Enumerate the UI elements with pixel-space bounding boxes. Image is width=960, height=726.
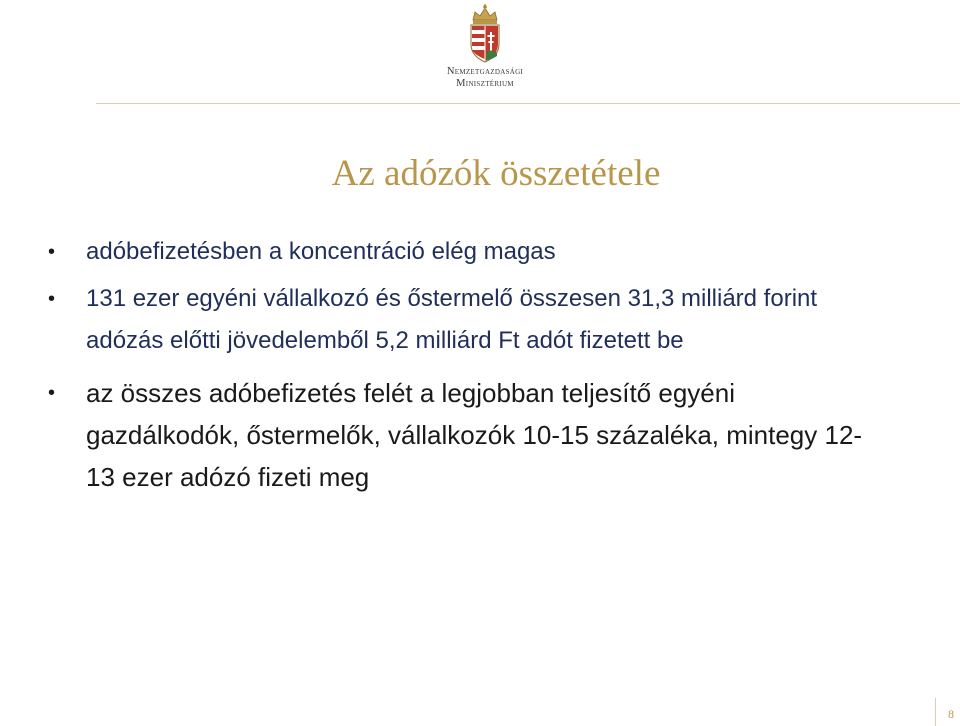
bullet-text: adóbefizetésben a koncentráció elég magas [86, 238, 556, 265]
bullet-dot-icon: • [48, 241, 56, 263]
bullet-dot-icon: • [48, 382, 56, 404]
bullet-list [44, 232, 884, 498]
slide-title: Az adózók összetétele [331, 153, 661, 194]
bullet-dot-icon: • [48, 288, 56, 310]
ministry-name-line2: Minisztérium [456, 78, 514, 89]
bullet-text: az összes adóbefizetés felét a legjobban teljesítő egyéni gazdálkodók, őstermelők, vállalkozók 10-15 százaléka, mintegy 12-13 ezer adózó fizeti meg [86, 378, 863, 492]
bullet-item [44, 232, 884, 272]
bullet-text: 131 ezer egyéni vállalkozó és őstermelő összesen 31,3 milliárd forint adózás előtti jövedelemből 5,2 milliárd Ft adót fizetett be [86, 285, 818, 354]
bullet-item [44, 278, 884, 362]
header-divider [96, 103, 960, 104]
page-number: 8 [948, 707, 954, 721]
coat-of-arms-icon [463, 4, 507, 64]
ministry-logo [420, 4, 550, 96]
bullet-item [44, 372, 884, 498]
ministry-name-line1: Nemzetgazdasági [446, 66, 524, 77]
ministry-name [420, 66, 550, 90]
